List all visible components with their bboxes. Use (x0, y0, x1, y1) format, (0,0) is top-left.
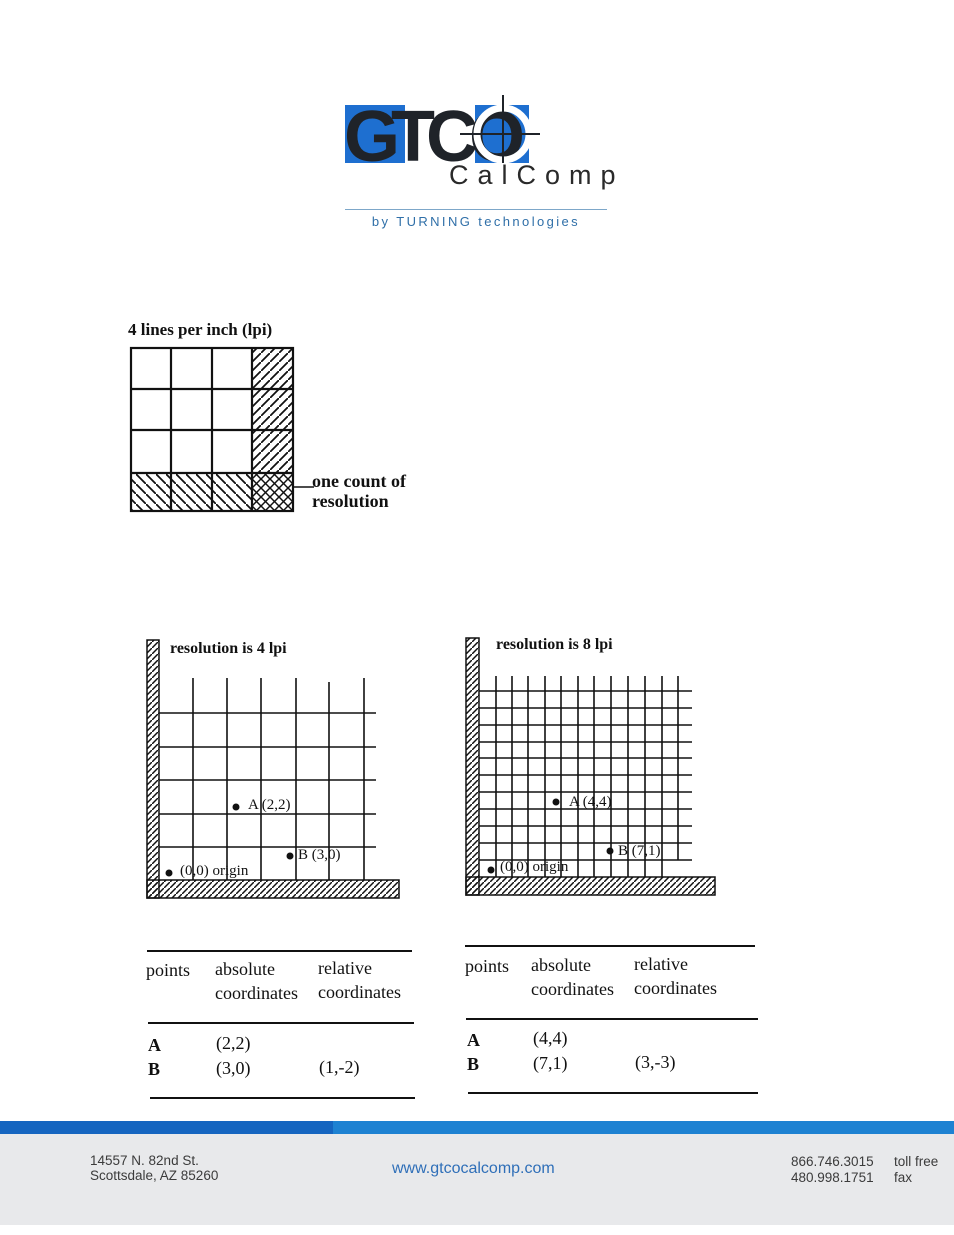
fig2-left-grid-lines (159, 678, 376, 880)
table-right-top-rule (465, 945, 755, 947)
fig1-count-cell (252, 473, 293, 511)
table-right-header-absolute-2: coordinates (531, 979, 614, 999)
table-left-row-b-absolute: (3,0) (216, 1058, 251, 1078)
footer-bar-light (333, 1121, 954, 1134)
table-right-mid-rule (466, 1018, 758, 1020)
table-left-header-relative: relative (318, 958, 372, 978)
table-right-header-relative: relative (634, 954, 688, 974)
logo-divider (345, 209, 607, 210)
table-right-header-relative-2: coordinates (634, 978, 717, 998)
fig2-right-label: resolution is 8 lpi (496, 636, 613, 653)
footer-phone-fax-label: fax (894, 1170, 913, 1185)
table-right-row-a-absolute: (4,4) (533, 1028, 568, 1048)
table-left-header-absolute: absolute (215, 959, 275, 979)
table-left-header-absolute-2: coordinates (215, 983, 298, 1003)
fig1-grid-diagram (126, 344, 316, 516)
table-left-row-b-point: B (148, 1059, 161, 1079)
table-right-header-points: points (465, 956, 510, 976)
fig1-row-hatch (131, 473, 252, 511)
table-right-bottom-rule (468, 1092, 758, 1094)
table-left-row-a-absolute: (2,2) (216, 1033, 251, 1053)
logo-wordmark: CalComp (449, 160, 625, 190)
footer-phone-tollfree-label: toll free (894, 1154, 939, 1169)
table-left-bottom-rule (150, 1097, 415, 1099)
logo-mark-text: GTCO (344, 97, 516, 177)
table-right-row-a-point: A (467, 1030, 480, 1050)
footer-phone-tollfree: 866.746.3015 (791, 1154, 874, 1169)
fig1-title: 4 lines per inch (lpi) (128, 320, 273, 339)
fig2-right-wall-h (466, 877, 715, 895)
footer-bar-dark (0, 1121, 333, 1134)
table-left-header-points: points (146, 960, 191, 980)
logo-tagline: by TURNING technologies (371, 214, 581, 229)
fig1-column-hatch (252, 348, 293, 473)
fig2-right-wall-v (466, 638, 479, 895)
fig2-left-a-label: A (2,2) (248, 797, 291, 813)
fig2-left-point-a (233, 804, 240, 811)
fig2-right-a-label: A (4,4) (569, 794, 612, 810)
fig2-right-point-b (607, 848, 614, 855)
fig1-callout-line2: resolution (312, 491, 389, 511)
footer-address-line1: 14557 N. 82nd St. (90, 1153, 199, 1168)
fig2-left-b-label: B (3,0) (298, 847, 341, 863)
table-left-header-relative-2: coordinates (318, 982, 401, 1002)
fig2-right-point-a (553, 799, 560, 806)
fig2-right-point-origin (488, 867, 495, 874)
table-right-header-absolute: absolute (531, 955, 591, 975)
table-left-row-a-point: A (148, 1035, 161, 1055)
table-left-mid-rule (148, 1022, 414, 1024)
table-right-row-b-absolute: (7,1) (533, 1053, 568, 1073)
footer-website-link[interactable]: www.gtcocalcomp.com (392, 1160, 555, 1177)
fig2-left-wall-v (147, 640, 159, 898)
fig2-left-point-b (287, 853, 294, 860)
table-left-row-b-relative: (1,-2) (319, 1057, 360, 1077)
footer-address-line2: Scottsdale, AZ 85260 (90, 1168, 219, 1183)
fig2-left-point-origin (166, 870, 173, 877)
table-right-row-b-point: B (467, 1054, 480, 1074)
fig2-left-origin-label: (0,0) origin (180, 863, 249, 879)
fig2-left-label: resolution is 4 lpi (170, 640, 287, 657)
fig2-left-wall-h (147, 880, 399, 898)
table-right-row-b-relative: (3,-3) (635, 1052, 676, 1072)
fig1-callout-line1: one count of (312, 471, 406, 491)
fig2-right-origin-label: (0,0) origin (500, 859, 569, 875)
fig2-right-b-label: B (7,1) (618, 843, 661, 859)
table-left-top-rule (147, 950, 412, 952)
footer-phone-fax: 480.998.1751 (791, 1170, 874, 1185)
